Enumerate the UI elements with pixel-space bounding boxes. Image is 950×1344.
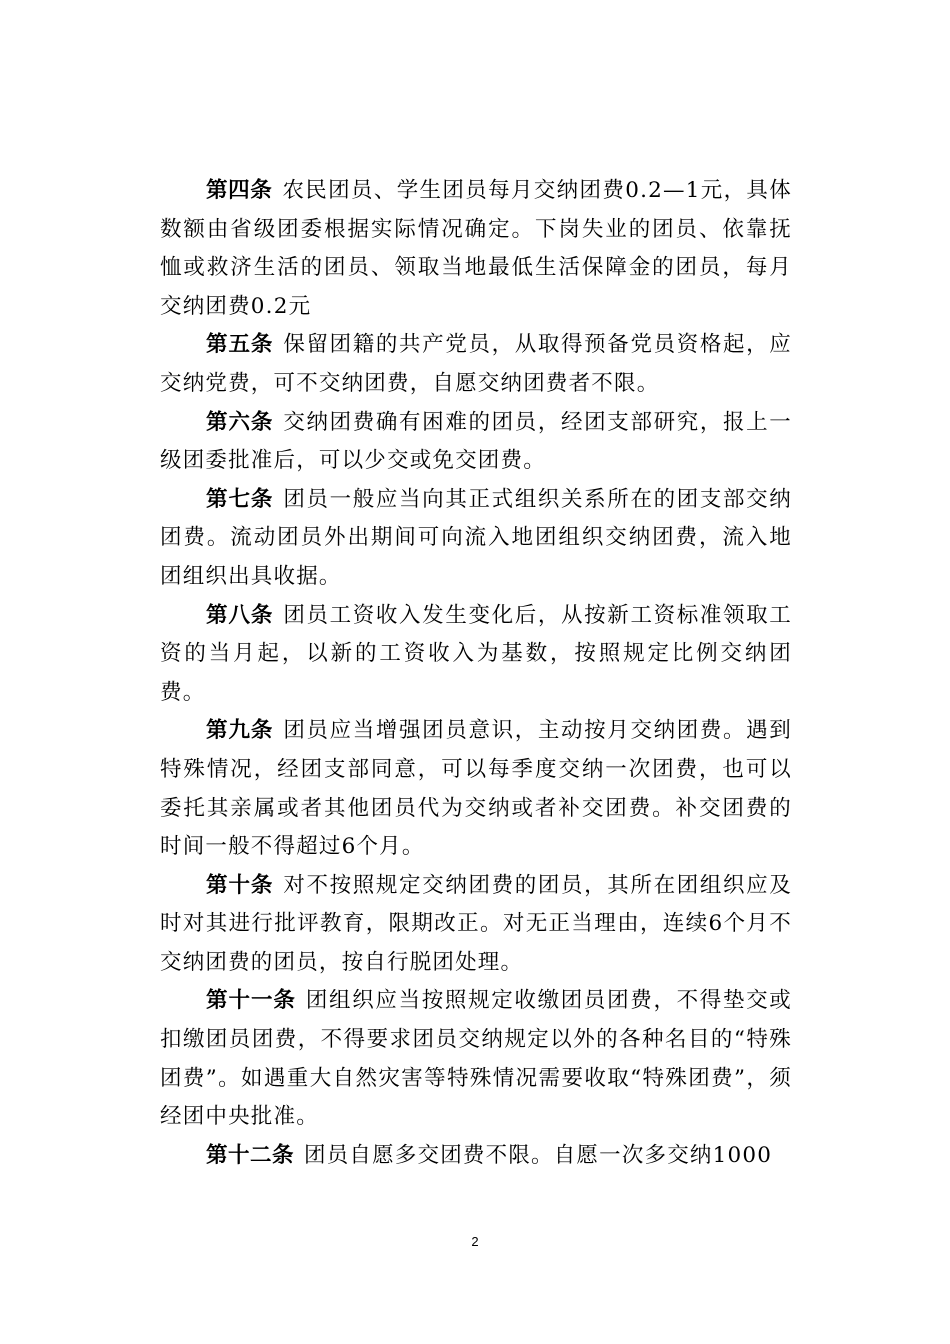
- article-6-text: 交纳团费确有困难的团员，经团支部研究，报上一级团委批准后，可以少交或免交团费。: [160, 409, 792, 474]
- article-11-title: 第十一条: [206, 988, 296, 1014]
- article-10-title: 第十条: [206, 872, 274, 898]
- article-12: [160, 1137, 792, 1176]
- article-5-text: 保留团籍的共产党员，从取得预备党员资格起，应交纳党费，可不交纳团费，自愿交纳团费者不限。: [160, 332, 792, 396]
- article-9-text: 团员应当增强团员意识，主动按月交纳团费。遇到特殊情况，经团支部同意，可以每季度交纳一次团费，也可以委托其亲属或者其他团员代为交纳或者补交团费。补交团费的时间一般不得超过6个月。: [160, 718, 792, 860]
- article-11-text: 团组织应当按照规定收缴团员团费，不得垫交或扣缴团员团费，不得要求团员交纳规定以外的各种名目的“特殊团费”。如遇重大自然灾害等特殊情况需要收取“特殊团费”，须经团中央批准。: [160, 988, 792, 1130]
- article-12-title: 第十二条: [206, 1142, 295, 1168]
- article-11: [160, 982, 792, 1136]
- article-8: [160, 597, 792, 713]
- article-7-text: 团员一般应当向其正式组织关系所在的团支部交纳团费。流动团员外出期间可向流入地团组织交纳团费，流入地团组织出具收据。: [160, 486, 792, 589]
- article-9: [160, 712, 792, 866]
- article-5-title: 第五条: [206, 332, 274, 358]
- article-7-title: 第七条: [206, 486, 274, 512]
- article-10: [160, 867, 792, 983]
- article-6-title: 第六条: [206, 409, 274, 435]
- article-10-text: 对不按照规定交纳团费的团员，其所在团组织应及时对其进行批评教育，限期改正。对无正当理由，连续6个月不交纳团费的团员，按自行脱团处理。: [160, 872, 792, 975]
- page-number: 2: [471, 1234, 479, 1249]
- article-6: [160, 404, 792, 481]
- article-8-text: 团员工资收入发生变化后，从按新工资标准领取工资的当月起，以新的工资收入为基数，按照规定比例交纳团费。: [160, 602, 792, 705]
- article-9-title: 第九条: [206, 718, 274, 744]
- article-4-text: 农民团员、学生团员每月交纳团费0.2—1元，具体数额由省级团委根据实际情况确定。下岗失业的团员、依靠抚恤或救济生活的团员、领取当地最低生活保障金的团员，每月交纳团费0.2元: [160, 178, 792, 319]
- document-body: [160, 172, 792, 1175]
- article-5: [160, 326, 792, 403]
- article-4-title: 第四条: [206, 178, 273, 203]
- article-12-text: 团员自愿多交团费不限。自愿一次多交纳1000: [304, 1142, 773, 1168]
- article-8-title: 第八条: [206, 602, 274, 628]
- article-7: [160, 481, 792, 597]
- article-4: [160, 172, 792, 326]
